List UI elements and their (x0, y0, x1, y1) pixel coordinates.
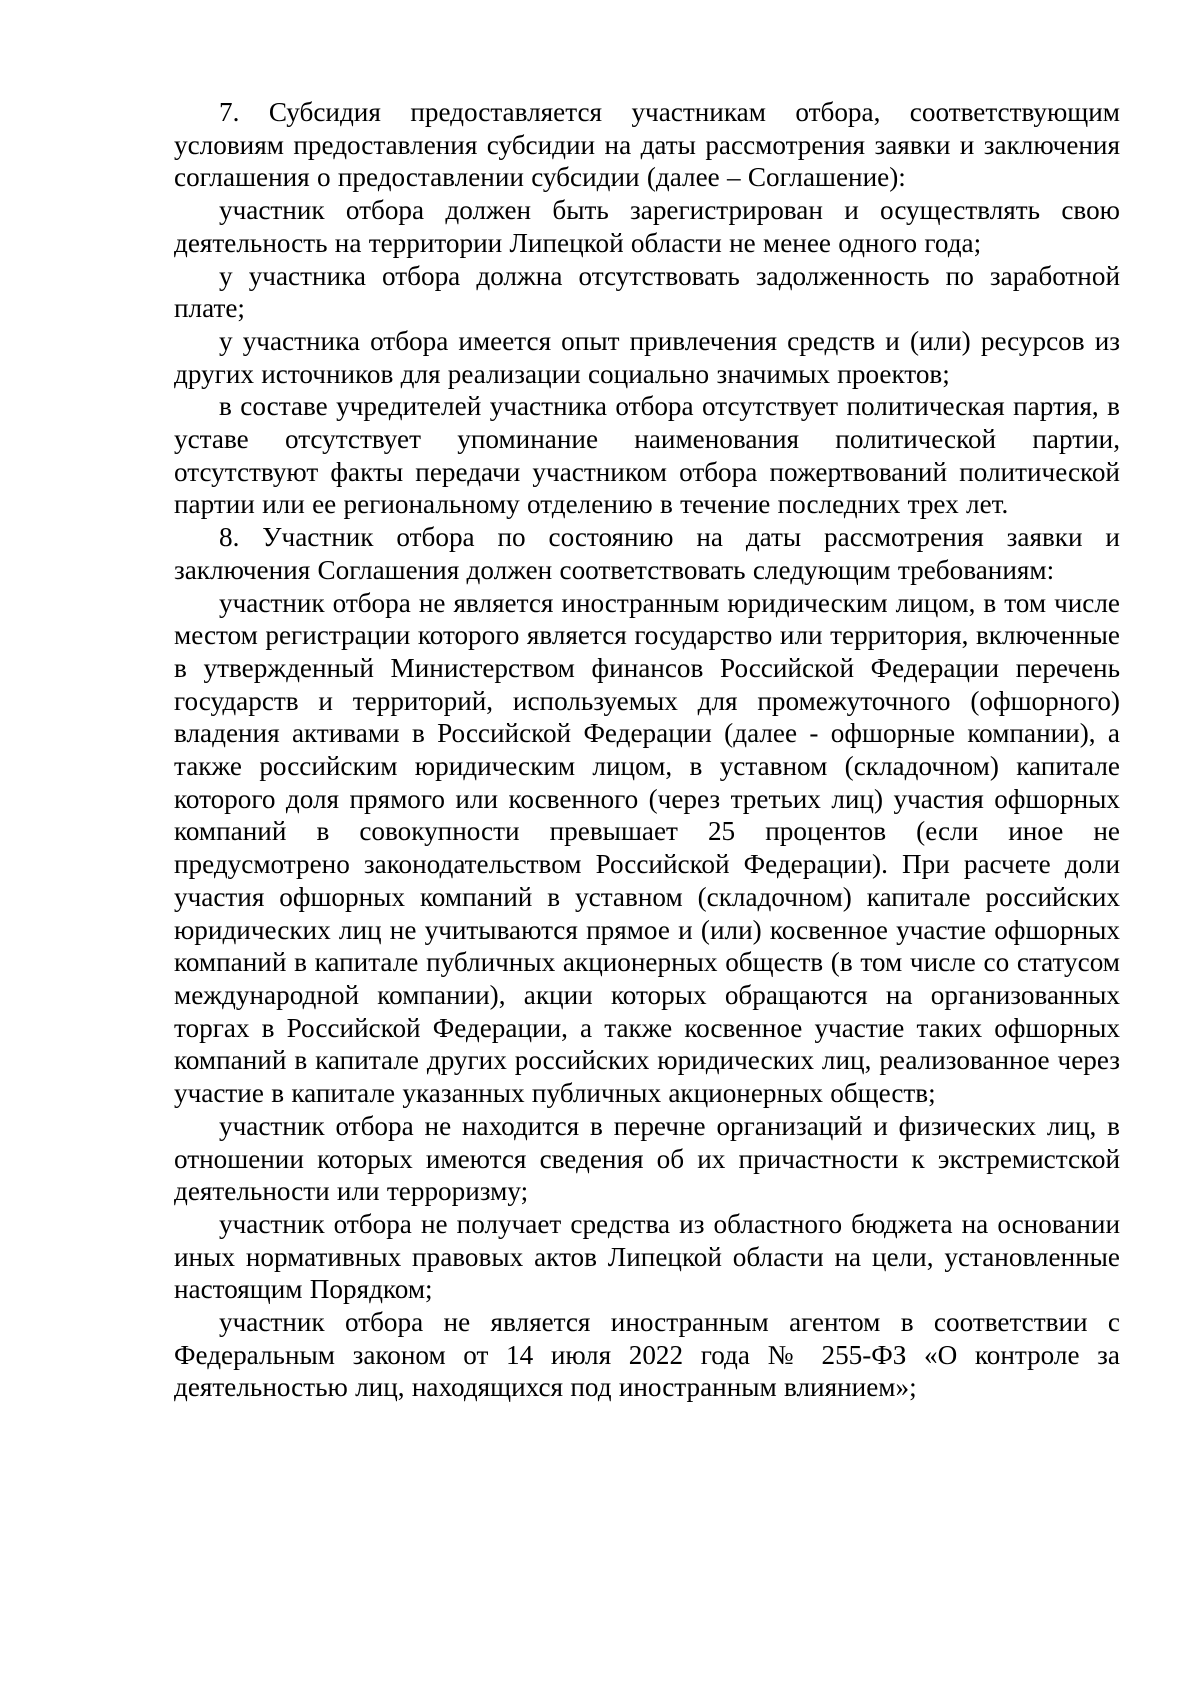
condition-no-wage-debt: у участника отбора должна отсутствовать задолженность по заработной плате; (174, 260, 1120, 324)
document-page (174, 96, 1120, 1404)
paragraph-7-intro: 7. Субсидия предоставляется участникам отбора, соответствующим условиям предоставления субсидии на даты рассмотрения заявки и заключения соглашения о предоставлении субсидии (далее – Соглашение): (174, 97, 1120, 193)
condition-no-political-party: в составе учредителей участника отбора отсутствует политическая партия, в уставе отсутствует упоминание наименования политической партии, отсутствуют факты передачи участником отбора пожертвований политической партии или ее региональному отделению в течение последних трех лет. (174, 391, 1120, 520)
condition-experience: у участника отбора имеется опыт привлечения средств и (или) ресурсов из других источников для реализации социально значимых проектов; (174, 325, 1120, 389)
paragraph-8-intro: 8. Участник отбора по состоянию на даты рассмотрения заявки и заключения Соглашения должен соответствовать следующим требованиям: (174, 522, 1120, 585)
requirement-not-foreign-entity: участник отбора не является иностранным юридическим лицом, в том числе местом регистрации которого является государство или территория, включенные в утвержденный Министерством финансов Российской Федерации перечень государств и территорий, используемых для промежуточного (офшорного) владения активами в Российской Федерации (далее - офшорные компании), а также российским юридическим лицом, в уставном (складочном) капитале которого доля прямого или косвенного (через третьих лиц) участия офшорных компаний в совокупности превышает 25 процентов (если иное не предусмотрено законодательством Российской Федерации). При расчете доли участия офшорных компаний в уставном (складочном) капитале российских юридических лиц не учитываются прямое и (или) косвенное участие офшорных компаний в капитале публичных акционерных обществ (в том числе со статусом международной компании), акции которых обращаются на организованных торгах в Российской Федерации, а также косвенное участие таких офшорных компаний в капитале других российских юридических лиц, реализованное через участие в капитале указанных публичных акционерных обществ; (174, 587, 1120, 1109)
requirement-no-other-budget-funds: участник отбора не получает средства из областного бюджета на основании иных нормативных правовых актов Липецкой области на цели, установленные настоящим Порядком; (174, 1208, 1120, 1305)
requirement-not-foreign-agent: участник отбора не является иностранным агентом в соответствии с Федеральным законом от 14 июля 2022 года № 255-ФЗ «О контроле за деятельностью лиц, находящихся под иностранным влиянием»; (174, 1307, 1120, 1403)
requirement-not-extremist-list: участник отбора не находится в перечне организаций и физических лиц, в отношении которых имеются сведения об их причастности к экстремистской деятельности или терроризму; (174, 1110, 1120, 1207)
condition-registration: участник отбора должен быть зарегистрирован и осуществлять свою деятельность на территории Липецкой области не менее одного года; (174, 195, 1120, 258)
